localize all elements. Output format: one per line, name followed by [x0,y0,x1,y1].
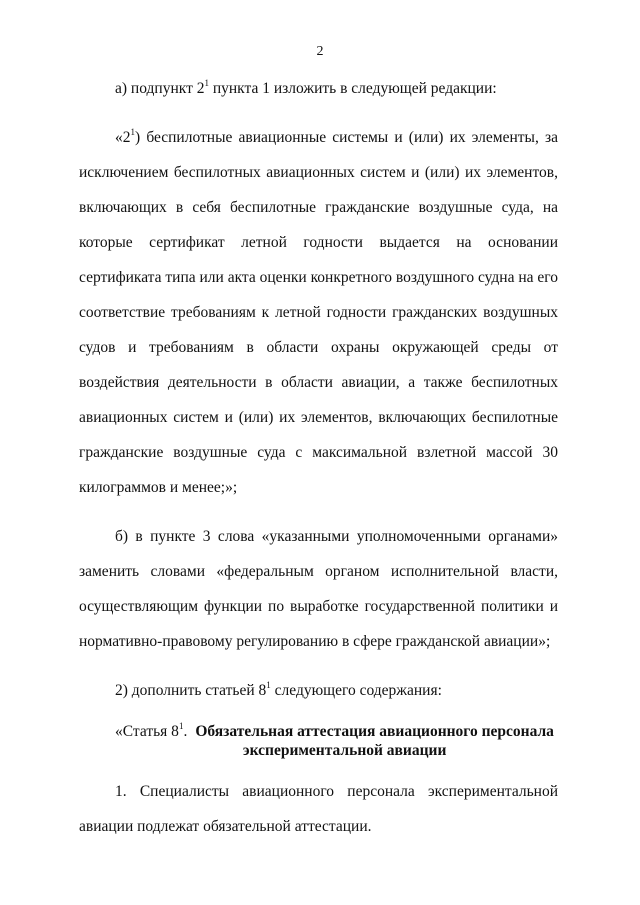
quote-text: ) беспилотные авиационные системы и (или) их элементы, за исключением беспилотных авиационных систем и (или) их элементов, включающих в себя беспилотные гражданские воздушные суда, на которые сертификат летной годности выдается на основании сертификата типа или акта оценки конкретного воздушного судна на его соответствие требованиям к летной годности гражданских воздушных судов и требованиям в области охраны окружающей среды от воздействия деятельности в области авиации, а также беспилотных авиационных систем и (или) их элементов, включающих беспилотные гражданские воздушные суда с максимальной взлетной массой 30 килограммов и менее;»; [79,129,558,496]
paragraph-2-text-end: следующего содержания: [270,682,442,699]
document-body [79,71,558,844]
page-number: 2 [316,44,324,59]
quote-open: «2 [115,129,131,146]
article-label [79,722,187,760]
article-heading [79,722,558,760]
paragraph-2 [79,673,558,708]
article-prefix: «Статья 8 [115,723,179,740]
article-title-line2: экспериментальной авиации [242,742,447,759]
paragraph-a [79,71,558,106]
superscript: 1 [266,680,271,690]
paragraph-a-text: а) подпункт 2 [115,80,205,97]
paragraph-a-text-end: пункта 1 изложить в следующей редакции: [208,80,497,97]
article-title-line1: Обязательная аттестация авиационного персонала [195,723,554,740]
superscript: 1 [204,78,209,88]
superscript: 1 [130,127,135,137]
article-title [187,722,558,760]
paragraph-1: 1. Специалисты авиационного персонала экспериментальной авиации подлежат обязательной аттестации. [79,783,558,835]
paragraph-b: б) в пункте 3 слова «указанными уполномоченными органами» заменить словами «федеральным органом исполнительной власти, осуществляющим функции по выработке государственной политики и нормативно-правовому регулированию в сфере гражданской авиации»; [79,528,558,650]
article-dot: . [183,723,188,740]
paragraph-quote [79,120,558,505]
superscript: 1 [178,721,184,731]
paragraph-2-text: 2) дополнить статьей 8 [115,682,267,699]
